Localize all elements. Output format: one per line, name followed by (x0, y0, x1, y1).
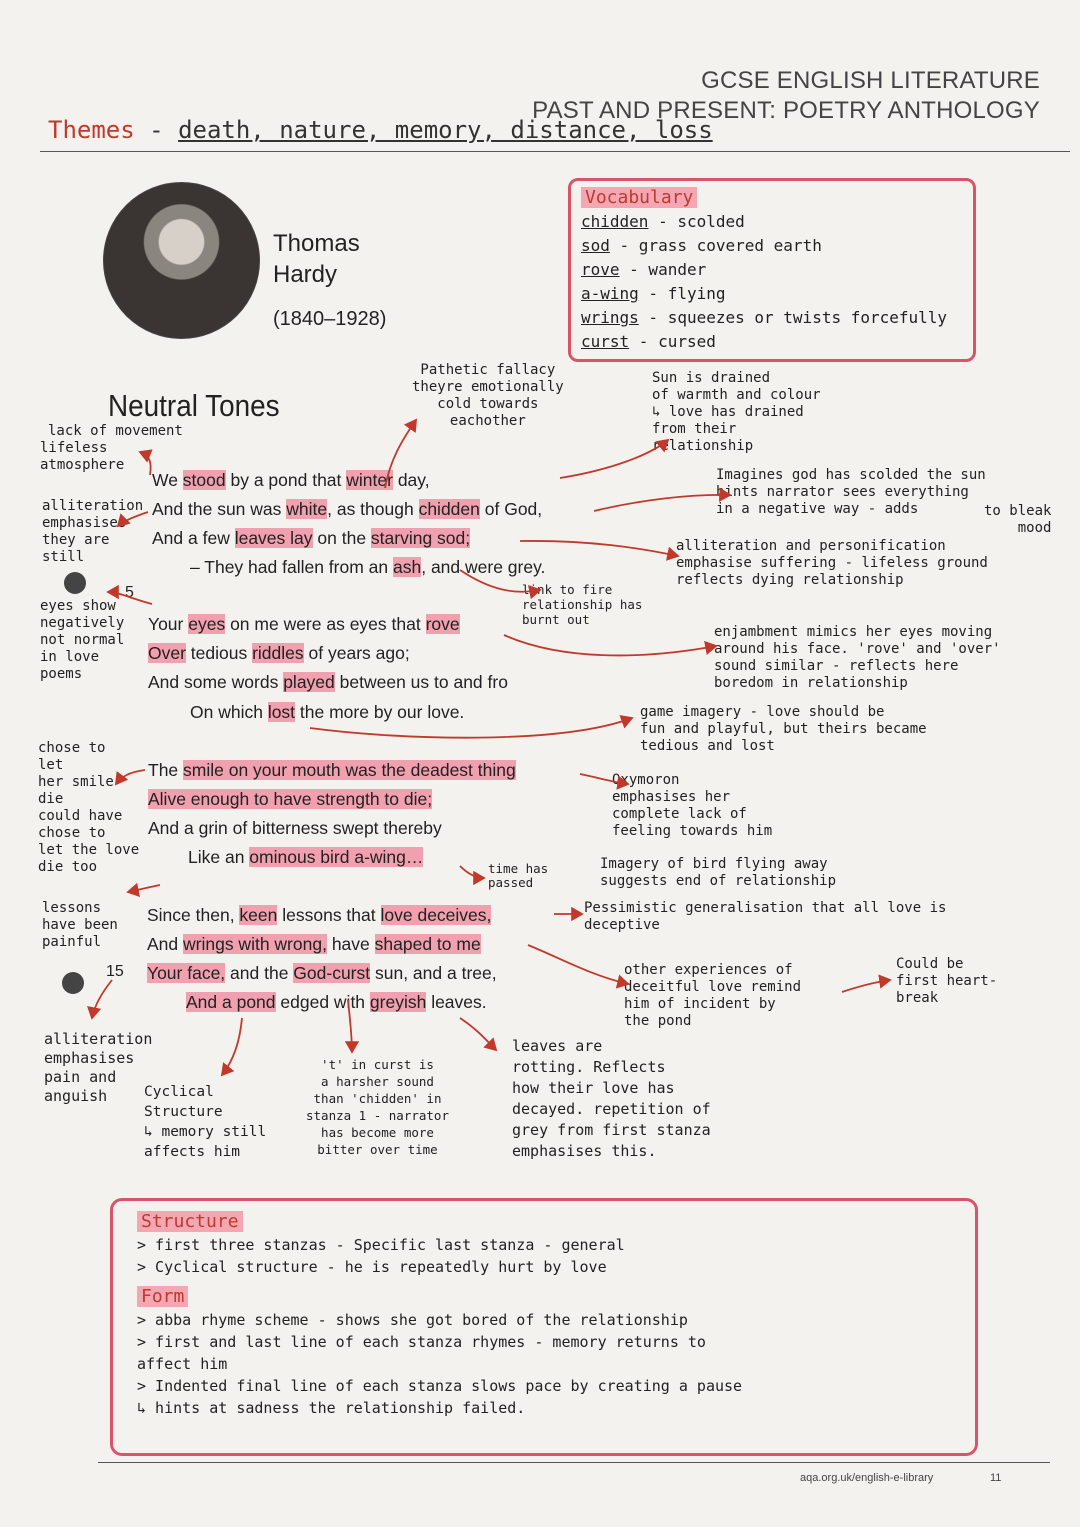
highlighted-phrase: shaped to me (374, 934, 481, 954)
note-line: lack of movement (48, 423, 183, 439)
note-line: Structure (144, 1104, 223, 1120)
highlighted-phrase: ash (393, 557, 422, 577)
poem-text-segment: of years ago; (303, 643, 410, 663)
poem-text-segment: between us to and fro (334, 672, 508, 692)
note-line: lessons (42, 900, 102, 916)
note-line: ↳ love has drained (652, 404, 804, 420)
note-line: negatively (40, 615, 125, 631)
note-line: pain and (44, 1068, 117, 1086)
arrow-game (310, 718, 632, 738)
highlighted-phrase: leaves lay (234, 528, 313, 548)
arrow-allit-pain (92, 980, 112, 1018)
vocabulary-word: curst (581, 332, 630, 351)
note-line: sound similar - reflects here (714, 658, 959, 674)
highlighted-phrase: And a pond (186, 992, 276, 1012)
line-number-15: 15 (106, 963, 124, 980)
poem-text-segment: have (326, 934, 375, 954)
highlighted-phrase: wrings with wrong, (183, 934, 327, 954)
note-line: tedious and lost (640, 738, 775, 754)
poet-first-name: Thomas (273, 230, 360, 257)
arrow-chose (116, 770, 145, 784)
highlighted-phrase: smile on your mouth was the deadest thing (183, 760, 516, 780)
note-line: alliteration (42, 498, 144, 514)
note-line: the pond (624, 1013, 692, 1029)
note-line: to bleak (984, 503, 1052, 519)
poem-title: Neutral Tones (108, 388, 280, 423)
structure-title: Structure (137, 1211, 243, 1232)
highlighted-phrase: white (286, 499, 328, 519)
structure-note-line: > Cyclical structure - he is repeatedly hurt by love (137, 1258, 607, 1276)
poem-text-segment: day, (392, 470, 430, 490)
note-line: burnt out (522, 612, 590, 627)
arrow-god (594, 495, 730, 511)
arrow-sun-drained (560, 440, 668, 478)
note-line: of warmth and colour (652, 387, 821, 403)
note-line: emphasise suffering - lifeless ground (676, 555, 988, 571)
vocabulary-title: Vocabulary (581, 187, 697, 208)
note-line: around his face. 'rove' and 'over' (714, 641, 1001, 657)
poem-text-segment: by a pond that (225, 470, 347, 490)
highlighted-phrase: winter (346, 470, 393, 490)
note-line: decayed. repetition of (512, 1100, 711, 1118)
note-line: affects him (144, 1144, 241, 1160)
note-line: passed (488, 875, 534, 890)
note-line: Sun is drained (652, 370, 771, 386)
highlighted-phrase: lost (267, 702, 296, 722)
note-line: emphasises her (612, 789, 731, 805)
poem-text-segment: And a grin of bitterness swept thereby (148, 818, 442, 838)
poem-text-segment: And the sun was (152, 499, 287, 519)
note-line: alliteration (44, 1030, 153, 1048)
poem-text-segment: We (152, 470, 183, 490)
poet-last-name: Hardy (273, 261, 338, 288)
arrow-heart (842, 980, 890, 992)
note-line: complete lack of (612, 806, 747, 822)
note-line: from their (652, 421, 737, 437)
note-line: could have (38, 808, 123, 824)
arrow-sod (520, 541, 678, 556)
highlighted-phrase: love deceives, (380, 905, 492, 925)
vocabulary-definition: - grass covered earth (609, 236, 822, 255)
poem-text-segment: Like an (188, 847, 250, 867)
highlighted-phrase: starving sod; (370, 528, 471, 548)
note-line: atmosphere (40, 457, 125, 473)
arrow-leaves (460, 1018, 496, 1050)
note-line: other experiences of (624, 962, 793, 978)
structure-note-line: > abba rhyme scheme - shows she got bored of the relationship (137, 1311, 688, 1329)
note-line: game imagery - love should be (640, 704, 885, 720)
note-line: relationship (652, 438, 754, 454)
poem-text-segment: And some words (148, 672, 284, 692)
vocabulary-word: sod (581, 236, 610, 255)
arrow-oxy (580, 774, 628, 784)
vocabulary-word: rove (581, 260, 620, 279)
note-line: than 'chidden' in (313, 1091, 442, 1106)
note-line: chose to (38, 825, 106, 841)
note-line: Cyclical (144, 1084, 214, 1100)
note-line: leaves are (512, 1037, 603, 1055)
arrow-curst (348, 1000, 352, 1052)
note-line: a harsher sound (321, 1074, 434, 1089)
note-line: reflects dying relationship (676, 572, 904, 588)
poem-text-segment: of God, (479, 499, 543, 519)
structure-note-line: > Indented final line of each stanza slows pace by creating a pause (137, 1377, 743, 1395)
arrow-other (528, 945, 628, 984)
poem-text-segment: on the (312, 528, 371, 548)
note-line: in love (40, 649, 100, 665)
arrow-lessons (128, 885, 160, 892)
note-line: let the love (38, 842, 140, 858)
note-line: 't' in curst is (321, 1057, 434, 1072)
poem-text-segment: and the (225, 963, 294, 983)
themes-label: Themes (48, 116, 135, 144)
poem-text-segment: the more by our love. (295, 702, 465, 722)
note-line: Oxymoron (612, 772, 680, 788)
arrow-eyes-left (108, 592, 152, 604)
poem-text-segment: On which (190, 702, 268, 722)
highlighted-phrase: stood (182, 470, 226, 490)
note-line: feeling towards him (612, 823, 773, 839)
note-line: emphasises (42, 515, 127, 531)
note-line: first heart- (896, 973, 998, 989)
note-line: Pessimistic generalisation that all love is (584, 900, 947, 916)
note-line: mood (1017, 520, 1052, 536)
arrow-cyclical (222, 1018, 242, 1075)
note-line: eachother (449, 413, 526, 429)
vocabulary-word: a-wing (581, 284, 639, 303)
note-line: deceitful love remind (624, 979, 802, 995)
note-line: theyre emotionally (412, 379, 564, 395)
note-line: bitter over time (317, 1142, 438, 1157)
note-line: Pathetic fallacy (420, 362, 556, 378)
themes-line: Themes - death, nature, memory, distance, loss (48, 116, 713, 144)
note-line: time has (488, 861, 549, 876)
note-line: ↳ memory still (144, 1124, 267, 1140)
arrow-lifeless (140, 452, 151, 475)
note-line: still (42, 549, 85, 565)
note-line: in a negative way - adds (716, 501, 919, 517)
highlighted-phrase: keen (239, 905, 278, 925)
structure-note-line: > first three stanzas - Specific last stanza - general (137, 1236, 625, 1254)
highlighted-phrase: greyish (369, 992, 427, 1012)
poem-text-segment: leaves. (426, 992, 487, 1012)
vocabulary-definition: - cursed (629, 332, 716, 351)
arrow-time (460, 866, 484, 878)
structure-note-line: ↳ hints at sadness the relationship failed. (137, 1399, 526, 1417)
note-line: not normal (40, 632, 125, 648)
highlighted-phrase: played (283, 672, 335, 692)
highlighted-phrase: Alive enough to have strength to die; (148, 789, 433, 809)
note-line: fun and playful, but theirs became (640, 721, 927, 737)
poem-text-segment: And a few (152, 528, 235, 548)
vocabulary-word: wrings (581, 308, 639, 327)
note-line: her smile (38, 774, 114, 790)
note-line: hints narrator sees everything (716, 484, 969, 500)
vocabulary-definition: - wander (619, 260, 707, 279)
header-anthology: PAST AND PRESENT: POETRY ANTHOLOGY (532, 97, 1040, 124)
note-line: has become more (321, 1125, 434, 1140)
note-line: him of incident by (624, 996, 776, 1012)
note-line: eyes show (40, 598, 116, 614)
highlighted-phrase: God-curst (293, 963, 371, 983)
poem-text-segment: , and were grey. (421, 557, 546, 577)
note-line: stanza 1 - narrator (306, 1108, 449, 1123)
note-line: alliteration and personification (676, 538, 946, 554)
note-line: emphasises this. (512, 1142, 657, 1160)
note-line: cold towards (437, 396, 539, 412)
poem-text-segment: The (148, 760, 184, 780)
highlighted-phrase: riddles (252, 643, 304, 663)
poem-text-segment: tedious (185, 643, 253, 663)
poem-text-segment: Your (148, 614, 189, 634)
vocabulary-definition: - squeezes or twists forcefully (638, 308, 948, 327)
poem-text-segment: , as though (327, 499, 419, 519)
poem-text-segment: And (147, 934, 183, 954)
poem-text-segment: lessons that (277, 905, 381, 925)
note-line: grey from first stanza (512, 1121, 711, 1139)
arrow-allit-left (118, 512, 148, 526)
form-title: Form (137, 1286, 188, 1307)
poem-text-segment: on me were as eyes that (225, 614, 426, 634)
note-line: have been (42, 917, 118, 933)
note-line: die (38, 791, 64, 807)
poem-text-segment: sun, and a tree, (370, 963, 497, 983)
note-line: Imagines god has scolded the sun (716, 467, 986, 483)
structure-note-line: affect him (137, 1355, 228, 1373)
note-line: painful (42, 934, 102, 950)
vocabulary-word: chidden (581, 212, 649, 231)
note-line: chose to (38, 740, 106, 756)
highlighted-phrase: rove (425, 614, 460, 634)
note-line: boredom in relationship (714, 675, 908, 691)
footer-page-number: 11 (990, 1472, 1002, 1484)
vocabulary-definition: - flying (638, 284, 726, 303)
arrow-pathetic (385, 420, 416, 488)
note-line: anguish (44, 1087, 108, 1105)
poem-text-segment: – They had fallen from an (190, 557, 393, 577)
note-line: deceptive (584, 917, 660, 933)
highlighted-phrase: eyes (188, 614, 226, 634)
highlighted-phrase: ominous bird a-wing… (249, 847, 424, 867)
note-line: they are (42, 532, 110, 548)
note-line: Imagery of bird flying away (600, 856, 828, 872)
themes-text: death, nature, memory, distance, loss (178, 116, 713, 144)
poem-text-segment: edged with (275, 992, 370, 1012)
highlighted-phrase: Over (148, 643, 186, 663)
arrow-enjamb (504, 635, 716, 655)
header-subject: GCSE ENGLISH LITERATURE (701, 67, 1040, 94)
line-number-5: 5 (125, 584, 134, 601)
note-line: let (38, 757, 64, 773)
note-line: Could be (896, 956, 964, 972)
note-line: relationship has (522, 597, 643, 612)
poet-dates: (1840–1928) (273, 308, 387, 330)
highlighted-phrase: Your face, (147, 963, 226, 983)
note-line: link to fire (522, 582, 613, 597)
structure-note-line: > first and last line of each stanza rhymes - memory returns to (137, 1333, 706, 1351)
note-line: how their love has (512, 1079, 675, 1097)
note-line: lifeless (40, 440, 108, 456)
highlighted-phrase: chidden (418, 499, 480, 519)
vocabulary-definition: - scolded (648, 212, 745, 231)
note-line: poems (40, 666, 83, 682)
footer-url: aqa.org.uk/english-e-library (800, 1472, 934, 1484)
arrow-fire (460, 570, 540, 592)
note-line: emphasises (44, 1049, 135, 1067)
note-line: enjambment mimics her eyes moving (714, 624, 993, 640)
note-line: break (896, 990, 939, 1006)
note-line: die too (38, 859, 98, 875)
note-line: suggests end of relationship (600, 873, 837, 889)
poem-text-segment: Since then, (147, 905, 240, 925)
note-line: rotting. Reflects (512, 1058, 666, 1076)
